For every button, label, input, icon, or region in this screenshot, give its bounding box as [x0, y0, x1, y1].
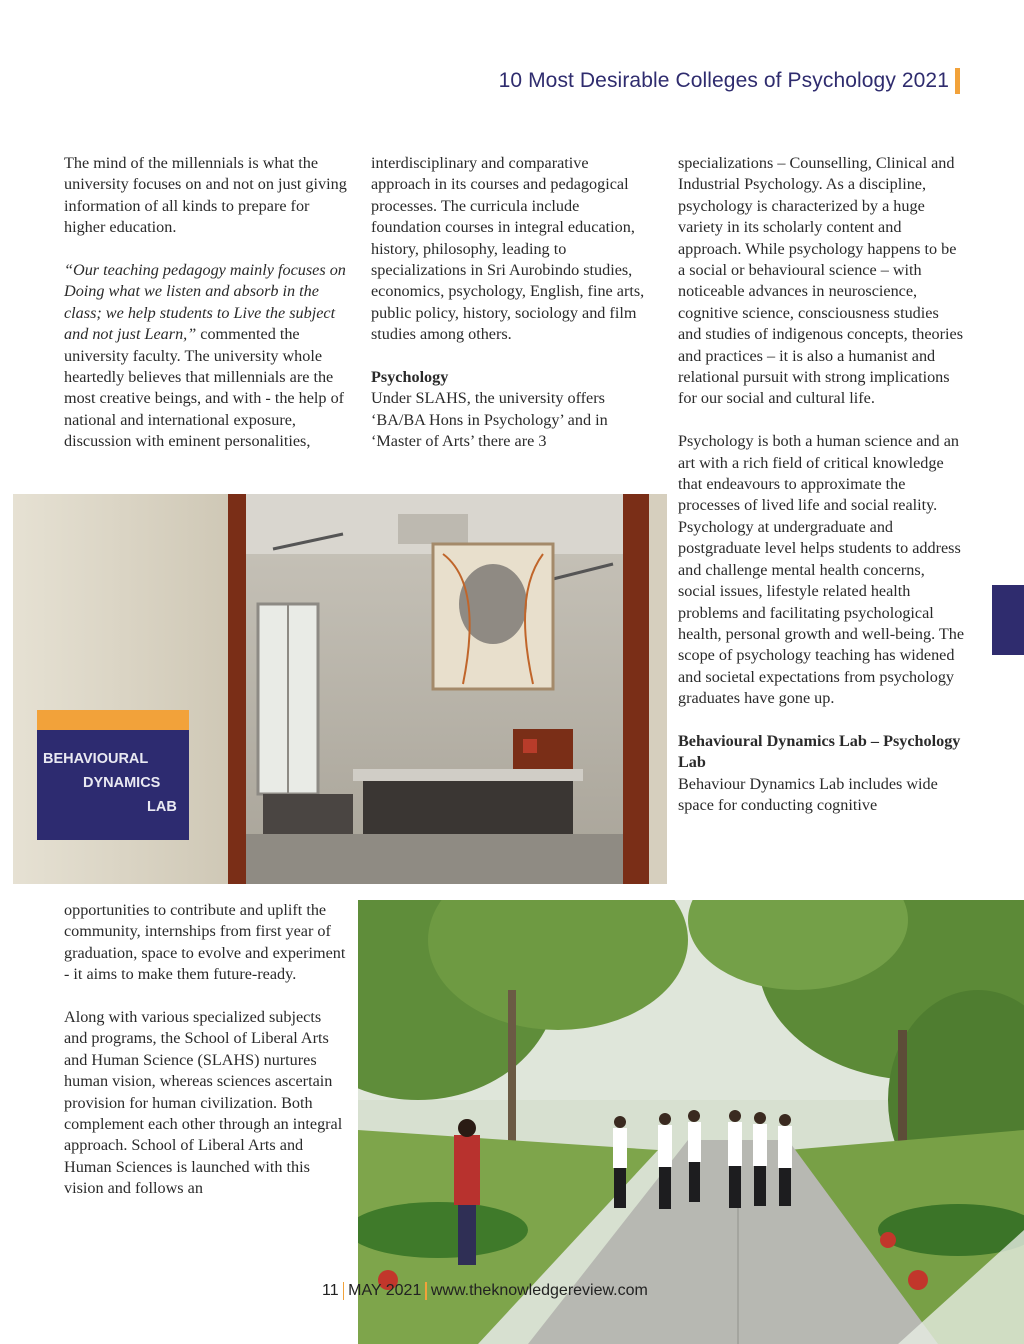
issue-date: MAY 2021 — [348, 1282, 422, 1299]
faculty-quote: “Our teaching pedagogy mainly focuses on Doing what we listen and absorb in the class; we help students to Live the subject and not just Learn,” — [64, 261, 346, 344]
paragraph: The mind of the millennials is what the university focuses on and not on just giving information of all kinds to prepare for higher education. — [64, 154, 347, 237]
header-accent-bar — [955, 68, 960, 94]
paragraph-text: Behaviour Dynamics Lab includes wide space for conducting cognitive — [678, 774, 938, 815]
paragraph: Along with various specialized subjects and programs, the School of Liberal Arts and Human Science (SLAHS) nurtures human vision, whereas sciences ascertain provision for human civilization. Both complement each other through an integral approach. School of Liberal Arts and Human Sciences is launched with this vision and follows an — [64, 1008, 343, 1198]
campus-walkway-photo — [358, 900, 1024, 1344]
paragraph — [678, 731, 966, 817]
column-3 — [678, 153, 966, 817]
column-2-top — [371, 153, 651, 453]
lab-sign — [37, 730, 189, 840]
paragraph: Psychology is both a human science and an art with a rich field of critical knowledge that endeavours to approximate the processes of lived life and social reality. Psychology at undergraduate and postgraduate level helps students to address and challenge mental health concerns, social issues, lifestyle related health problems and facilitating psychological health, personal growth and well-being. The scope of psychology teaching has widened and societal expectations from psychology graduates have gone up. — [678, 432, 965, 708]
footer-separator — [343, 1282, 345, 1300]
page-number: 11 — [322, 1282, 339, 1299]
lab-sign-line: DYNAMICS — [83, 775, 161, 791]
lab-photo — [13, 494, 667, 884]
paragraph: specializations – Counselling, Clinical and Industrial Psychology. As a discipline, psychology is characterized by a huge variety in its scholarly content and approach. While psychology happens to be a social or behavioural science – with noticeable advances in neuroscience, cognitive science, consciousness studies and studies of indigenous concepts, theories and practices – it is also a humanist and relational pursuit with strong implications for our social and cultural life. — [678, 154, 964, 408]
lab-sign-line: LAB — [147, 799, 177, 815]
running-header — [499, 64, 960, 98]
footer-separator — [425, 1282, 427, 1300]
page-footer — [322, 1282, 648, 1300]
paragraph-text: commented the university faculty. The university whole heartedly believes that millennials are the most creative beings, and with - the help of national and international exposure, discussion with eminent personalities, — [64, 325, 345, 451]
website-link[interactable]: www.theknowledgereview.com — [430, 1282, 648, 1299]
paragraph: opportunities to contribute and uplift the community, internships from first year of graduation, space to evolve and experiment - it aims to make them future-ready. — [64, 901, 346, 984]
column-1-top — [64, 153, 348, 453]
paragraph-text: Under SLAHS, the university offers ‘BA/BA Hons in Psychology’ and in ‘Master of Arts’ there are 3 — [371, 389, 608, 451]
section-heading: Behavioural Dynamics Lab – Psychology Lab — [678, 731, 961, 772]
section-heading: Psychology — [371, 368, 449, 387]
paragraph — [64, 260, 348, 453]
magazine-section-title: 10 Most Desirable Colleges of Psychology 2021 — [498, 69, 949, 92]
lab-sign-line: BEHAVIOURAL — [43, 751, 149, 767]
column-1-bottom — [64, 900, 348, 1200]
paragraph — [371, 367, 651, 453]
side-tab-marker — [992, 585, 1024, 655]
paragraph: interdisciplinary and comparative approach in its courses and pedagogical processes. The curricula include foundation courses in integral education, history, philosophy, leading to specializations in Sri Aurobindo studies, economics, psychology, English, fine arts, public policy, history, sociology and film studies among others. — [371, 154, 645, 344]
